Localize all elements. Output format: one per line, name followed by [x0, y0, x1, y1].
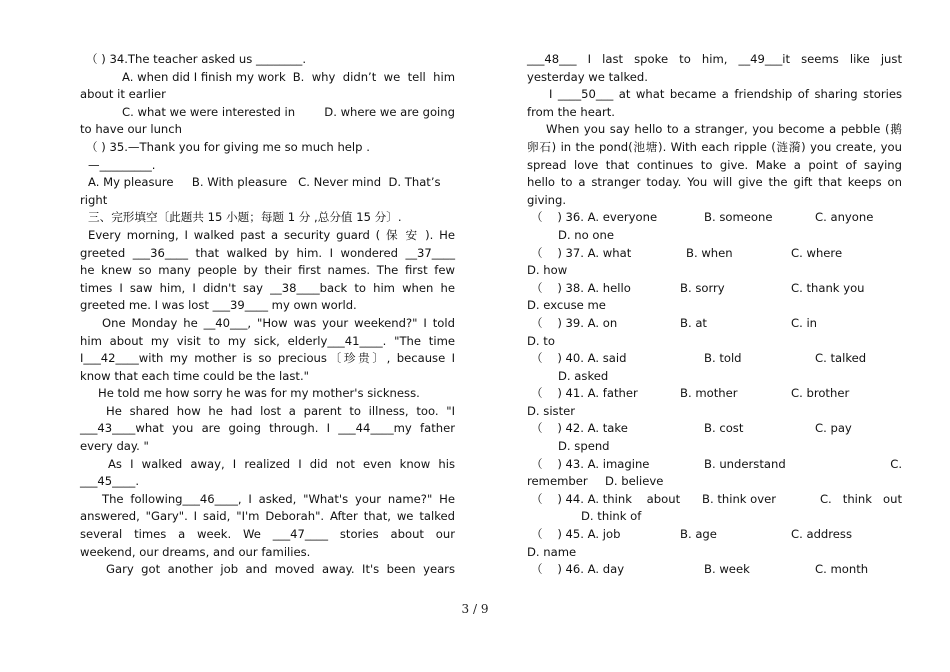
passage-line: several times a week. We ___47____ stories about our — [80, 527, 455, 542]
cloze-passage-right — [527, 51, 902, 209]
option-d: D. believe — [605, 474, 664, 489]
q34-stem: （ ) 34.The teacher asked us ________. — [86, 52, 307, 66]
question-stem: （ ) 45. A. job — [531, 527, 621, 542]
passage-line: ___48___ I last spoke to him, __49___it seems like just — [527, 52, 902, 66]
option-d: D. to — [527, 333, 555, 348]
passage-line: every day. " — [80, 439, 149, 454]
passage-line: yesterday we talked. — [527, 69, 648, 84]
option-c: C. anyone — [815, 210, 874, 225]
question-row — [527, 561, 902, 579]
passage-line: I ____50___ at what became a friendship of sharing stories — [549, 87, 902, 102]
option-d: D. think of — [581, 509, 642, 524]
passage-line: When you say hello to a stranger, you become a pebble (鹅 — [546, 122, 902, 137]
question-row — [527, 456, 902, 474]
passage-line: times I saw him, I didn't say __38____back to him when he — [80, 280, 455, 295]
question-row-cont — [527, 544, 902, 562]
question-stem: （ ) 42. A. take — [531, 421, 628, 436]
q34-option-a: A. when did I finish my work — [122, 69, 286, 84]
option-b: B. when — [686, 245, 733, 260]
option-d: D. no one — [558, 227, 614, 242]
question-row — [527, 245, 902, 263]
passage-line: weekend, our dreams, and our families. — [80, 544, 311, 559]
question-stem: （ ) 41. A. father — [531, 386, 638, 401]
option-b: B. age — [680, 527, 717, 542]
question-row-cont — [527, 368, 902, 386]
option-b: B. sorry — [680, 280, 725, 295]
question-row-cont — [527, 297, 902, 315]
option-c: C. thank you — [791, 280, 865, 295]
question-row-cont — [527, 438, 902, 456]
question-row-cont — [527, 227, 902, 245]
option-d: D. name — [527, 544, 577, 559]
question-row — [527, 420, 902, 438]
answer-options — [527, 209, 902, 578]
question-stem: （ ) 46. A. day — [531, 562, 625, 577]
question-row — [527, 280, 902, 298]
passage-line: him about my visit to my sick, elderly___41____. "The time — [80, 333, 455, 348]
passage-line: He shared how he had lost a parent to illness, too. "I — [106, 403, 455, 418]
passage-line: ___45____. — [80, 474, 140, 489]
question-row — [527, 315, 902, 333]
q35-stem: （ ) 35.—Thank you for giving me so much help . — [86, 139, 370, 154]
passage-line: The following___46____, I asked, "What's your name?" He — [102, 491, 455, 506]
option-d: D. asked — [558, 368, 609, 383]
q34-options-cd — [80, 104, 455, 122]
passage-line: greeted me. I was lost ___39____ my own world. — [80, 298, 357, 313]
passage-line: Gary got another job and moved away. It's been years — [106, 562, 455, 577]
option-c: C. month — [815, 562, 869, 577]
option-c: C. brother — [791, 386, 850, 401]
left-column — [80, 51, 455, 579]
q34-option-d-cont: to have our lunch — [80, 122, 182, 137]
question-stem: （ ) 37. A. what — [531, 245, 632, 260]
option-d: D. sister — [527, 403, 576, 418]
passage-line: Every morning, I walked past a security guard ( 保 安 ). He — [88, 227, 455, 242]
option-b: B. told — [704, 351, 742, 366]
passage-line: he knew so many people by their first names. The first few — [80, 263, 455, 278]
option-d: D. how — [527, 263, 568, 278]
passage-line: I___42____with my mother is so precious〔珍贵〕, because I — [80, 351, 455, 366]
passage-line: hello to a stranger today. You will give the gift that keeps on — [527, 175, 902, 190]
passage-line: As I walked away, I realized I did not even know his — [108, 456, 455, 471]
option-c: C. where — [791, 245, 843, 260]
option-b: B. think over — [702, 491, 777, 506]
option-c: C. think out — [819, 491, 902, 506]
q34-options-ab — [80, 69, 455, 87]
question-row-cont — [527, 333, 902, 351]
passage-line: know that each time could be the last." — [80, 368, 309, 383]
passage-line: spread love that continues to give. Make a point of saying — [527, 157, 902, 172]
q34-option-b-cont: about it earlier — [80, 87, 166, 102]
passage-line: giving. — [527, 192, 567, 207]
question-row-cont — [527, 262, 902, 280]
option-b: B. someone — [704, 210, 773, 225]
passage-line: from the heart. — [527, 104, 615, 119]
question-row — [527, 350, 902, 368]
option-c: C. pay — [815, 421, 852, 436]
question-row — [527, 209, 902, 227]
option-b: B. cost — [704, 421, 744, 436]
option-c: C. in — [791, 315, 818, 330]
question-stem: （ ) 40. A. said — [531, 351, 627, 366]
q34-option-b: B. why didn’t we tell him — [292, 69, 455, 84]
question-row-cont — [527, 508, 902, 526]
option-d: D. excuse me — [527, 298, 606, 313]
option-c: C. address — [791, 527, 853, 542]
question-stem: （ ) 39. A. on — [531, 315, 618, 330]
cloze-passage-left — [80, 227, 455, 579]
right-column — [527, 51, 902, 579]
passage-line: answered, "Gary". I said, "I'm Deborah". After that, we talked — [80, 509, 455, 524]
option-b: B. understand — [704, 456, 786, 471]
passage-line: One Monday he __40___, "How was your weekend?" I told — [102, 315, 455, 330]
page-number: 3 / 9 — [461, 602, 489, 616]
q34-option-c: C. what we were interested in — [122, 104, 296, 119]
option-b: B. at — [680, 315, 707, 330]
option-c-cont: remember — [527, 474, 588, 489]
passage-line: greeted ___36____ that walked by him. I wondered __37____ — [80, 245, 455, 260]
section-title: 三、完形填空〔此题共 15 小题；每题 1 分 ,总分值 15 分〕. — [88, 210, 402, 225]
q35-blank: —_________. — [88, 157, 156, 172]
question-row — [527, 526, 902, 544]
option-b: B. mother — [680, 386, 738, 401]
passage-line: ___43____what you are going through. I ___44____my father — [80, 421, 455, 436]
question-row-cont — [527, 473, 902, 491]
option-c: C. talked — [815, 351, 867, 366]
option-d: D. spend — [558, 439, 610, 454]
option-c: C. — [890, 456, 902, 471]
passage-line: 卵石) in the pond(池塘). With each ripple (涟漪) you create, you — [527, 139, 902, 154]
question-row-cont — [527, 403, 902, 421]
q34-option-d: D. where we are going — [324, 104, 455, 119]
question-stem: （ ) 44. A. think about — [531, 491, 681, 506]
passage-line: He told me how sorry he was for my mother's sickness. — [98, 386, 420, 401]
option-b: B. week — [704, 562, 750, 577]
question-row — [527, 385, 902, 403]
question-stem: （ ) 43. A. imagine — [531, 456, 650, 471]
question-row — [527, 491, 902, 509]
q35-options-cont: right — [80, 192, 108, 207]
question-stem: （ ) 36. A. everyone — [531, 210, 658, 225]
question-stem: （ ) 38. A. hello — [531, 280, 631, 295]
q35-options: A. My pleasure B. With pleasure C. Never mind D. That’s — [88, 175, 441, 190]
